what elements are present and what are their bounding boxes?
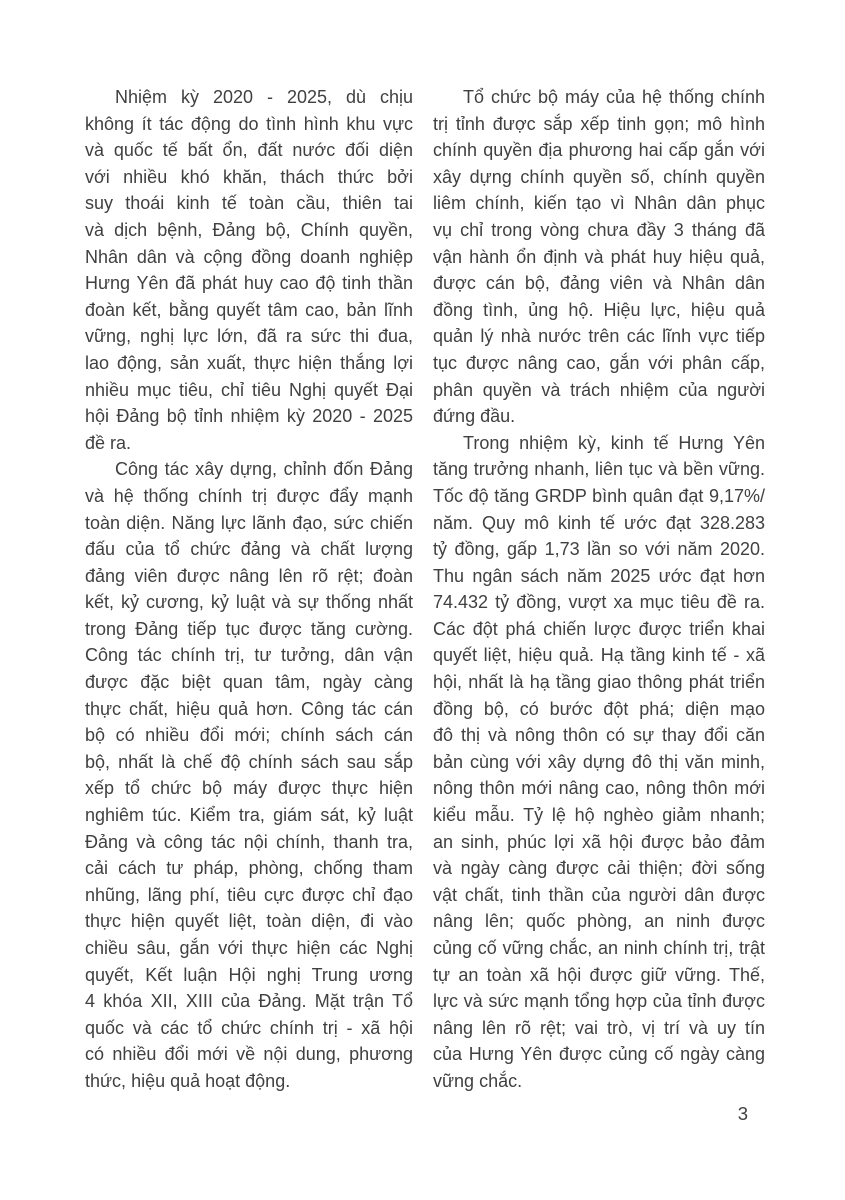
text-line: đấu của tổ chức đảng và chất lượng bbox=[85, 539, 413, 560]
text-line: và hệ thống chính trị được đẩy mạnh bbox=[85, 485, 413, 506]
text-line: vụ chỉ trong vòng chưa đầy 3 tháng đã bbox=[433, 219, 765, 240]
text-line: được cán bộ, đảng viên và Nhân dân bbox=[433, 273, 765, 294]
text-line: 4 khóa XII, XIII của Đảng. Mặt trận Tổ bbox=[85, 991, 413, 1012]
text-line: an sinh, phúc lợi xã hội được bảo đảm bbox=[433, 831, 765, 852]
text-line: Đảng và công tác nội chính, thanh tra, bbox=[85, 831, 413, 852]
text-line: đồng tình, ủng hộ. Hiệu lực, hiệu quả bbox=[433, 299, 765, 320]
text-line: với nhiều khó khăn, thách thức bởi bbox=[85, 166, 413, 187]
text-line: suy thoái kinh tế toàn cầu, thiên tai bbox=[85, 193, 413, 214]
text-line: đảng viên được nâng lên rõ rệt; đoàn bbox=[85, 565, 413, 586]
text-line: tự an toàn xã hội được giữ vững. Thế, bbox=[433, 964, 765, 985]
text-line: quyết, Kết luận Hội nghị Trung ương bbox=[85, 964, 413, 985]
text-line: thực chất, hiệu quả hơn. Công tác cán bbox=[85, 698, 413, 719]
text-line: nghiêm túc. Kiểm tra, giám sát, kỷ luật bbox=[85, 805, 413, 826]
text-line: xây dựng chính quyền số, chính quyền bbox=[433, 166, 765, 187]
text-line: củng cố vững chắc, an ninh chính trị, trật bbox=[433, 938, 765, 958]
text-line: thức, hiệu quả hoạt động. bbox=[85, 1070, 291, 1091]
text-line: quản lý nhà nước trên các lĩnh vực tiếp bbox=[433, 326, 765, 347]
text-line: Nhân dân và cộng đồng doanh nghiệp bbox=[85, 246, 413, 267]
text-line: đồng bộ, có bước đột phá; diện mạo bbox=[433, 698, 765, 719]
left-column bbox=[85, 84, 413, 1095]
text-line: bộ có nhiều đổi mới; chính sách cán bbox=[85, 725, 413, 746]
text-line: hội, nhất là hạ tầng giao thông phát triển bbox=[433, 672, 765, 693]
text-line: bản cùng với xây dựng đô thị văn minh, bbox=[433, 751, 765, 772]
text-line: tỷ đồng, gấp 1,73 lần so với năm 2020. bbox=[433, 539, 765, 560]
text-line: đứng đầu. bbox=[433, 406, 516, 427]
text-line: và dịch bệnh, Đảng bộ, Chính quyền, bbox=[85, 219, 413, 240]
text-line: hội Đảng bộ tỉnh nhiệm kỳ 2020 - 2025 bbox=[85, 406, 413, 427]
text-line: vận hành ổn định và phát huy hiệu quả, bbox=[433, 246, 765, 267]
text-line: nâng lên; quốc phòng, an ninh được bbox=[433, 911, 765, 932]
text-line: đô thị và nông thôn có sự thay đổi căn bbox=[433, 725, 765, 746]
text-line: lực và sức mạnh tổng hợp của tỉnh được bbox=[433, 991, 765, 1012]
text-line: Công tác chính trị, tư tưởng, dân vận bbox=[85, 645, 413, 666]
text-line: 74.432 tỷ đồng, vượt xa mục tiêu đề ra. bbox=[433, 592, 765, 613]
text-columns bbox=[85, 84, 765, 1095]
text-line: đoàn kết, bằng quyết tâm cao, bản lĩnh bbox=[85, 299, 413, 320]
text-line: Thu ngân sách năm 2025 ước đạt hơn bbox=[433, 565, 765, 586]
text-line: năm. Quy mô kinh tế ước đạt 328.283 bbox=[433, 512, 765, 533]
text-line: lao động, sản xuất, thực hiện thắng lợi bbox=[85, 352, 413, 373]
text-line: và ngày càng được cải thiện; đời sống bbox=[433, 858, 765, 879]
text-line: nhũng, lãng phí, tiêu cực được chỉ đạo bbox=[85, 884, 413, 905]
text-line: Nhiệm kỳ 2020 - 2025, dù chịu bbox=[115, 87, 413, 107]
text-line: và quốc tế bất ổn, đất nước đối diện bbox=[85, 140, 413, 161]
text-line: chiều sâu, gắn với thực hiện các Nghị bbox=[85, 938, 413, 958]
text-line: tăng trưởng nhanh, liên tục và bền vững. bbox=[433, 459, 765, 480]
text-line: xếp tổ chức bộ máy được thực hiện bbox=[85, 778, 413, 799]
text-line: toàn diện. Năng lực lãnh đạo, sức chiến bbox=[85, 512, 413, 533]
page-number: 3 bbox=[737, 1103, 748, 1124]
text-line: vững chắc. bbox=[433, 1070, 523, 1091]
text-line: thực hiện quyết liệt, toàn diện, đi vào bbox=[85, 911, 413, 932]
text-line: tục được nâng cao, gắn với phân cấp, bbox=[433, 352, 765, 373]
text-line: Công tác xây dựng, chỉnh đốn Đảng bbox=[115, 459, 413, 480]
text-line: liêm chính, kiến tạo vì Nhân dân phục bbox=[433, 193, 765, 214]
text-line: phân quyền và trách nhiệm của người bbox=[433, 379, 765, 400]
text-line: bộ, nhất là chế độ chính sách sau sắp bbox=[85, 751, 413, 772]
text-line: kết, kỷ cương, kỷ luật và sự thống nhất bbox=[85, 592, 413, 613]
text-line: được đặc biệt quan tâm, ngày càng bbox=[85, 672, 413, 693]
text-line: Trong nhiệm kỳ, kinh tế Hưng Yên bbox=[463, 432, 765, 453]
text-line: quốc và các tổ chức chính trị - xã hội bbox=[85, 1017, 413, 1038]
text-line: vật chất, tinh thần của người dân được bbox=[433, 884, 765, 905]
text-line: nhiều mục tiêu, chỉ tiêu Nghị quyết Đại bbox=[85, 379, 413, 400]
text-line: quyết liệt, hiệu quả. Hạ tầng kinh tế - xã bbox=[433, 645, 765, 666]
text-line: nông thôn mới nâng cao, nông thôn mới bbox=[433, 778, 765, 799]
text-line: trị tỉnh được sắp xếp tinh gọn; mô hình bbox=[433, 113, 765, 134]
text-line: đề ra. bbox=[85, 432, 132, 453]
text-line: không ít tác động do tình hình khu vực bbox=[85, 113, 413, 134]
text-line: Tốc độ tăng GRDP bình quân đạt 9,17%/ bbox=[433, 485, 765, 506]
text-line: Tổ chức bộ máy của hệ thống chính bbox=[463, 87, 765, 107]
text-line: Hưng Yên đã phát huy cao độ tinh thần bbox=[85, 273, 413, 294]
text-line: chính quyền địa phương hai cấp gắn với bbox=[433, 140, 765, 161]
text-line: Các đột phá chiến lược được triển khai bbox=[433, 618, 765, 639]
text-line: kiểu mẫu. Tỷ lệ hộ nghèo giảm nhanh; bbox=[433, 805, 765, 826]
text-line: của Hưng Yên được củng cố ngày càng bbox=[433, 1044, 765, 1065]
text-line: có nhiều đổi mới về nội dung, phương bbox=[85, 1044, 413, 1065]
text-line: cải cách tư pháp, phòng, chống tham bbox=[85, 858, 413, 879]
text-line: trong Đảng tiếp tục được tăng cường. bbox=[85, 618, 413, 639]
right-column bbox=[433, 84, 765, 1095]
text-line: nâng lên rõ rệt; vai trò, vị trí và uy tín bbox=[433, 1017, 765, 1038]
text-line: vững, nghị lực lớn, đã ra sức thi đua, bbox=[85, 326, 413, 347]
